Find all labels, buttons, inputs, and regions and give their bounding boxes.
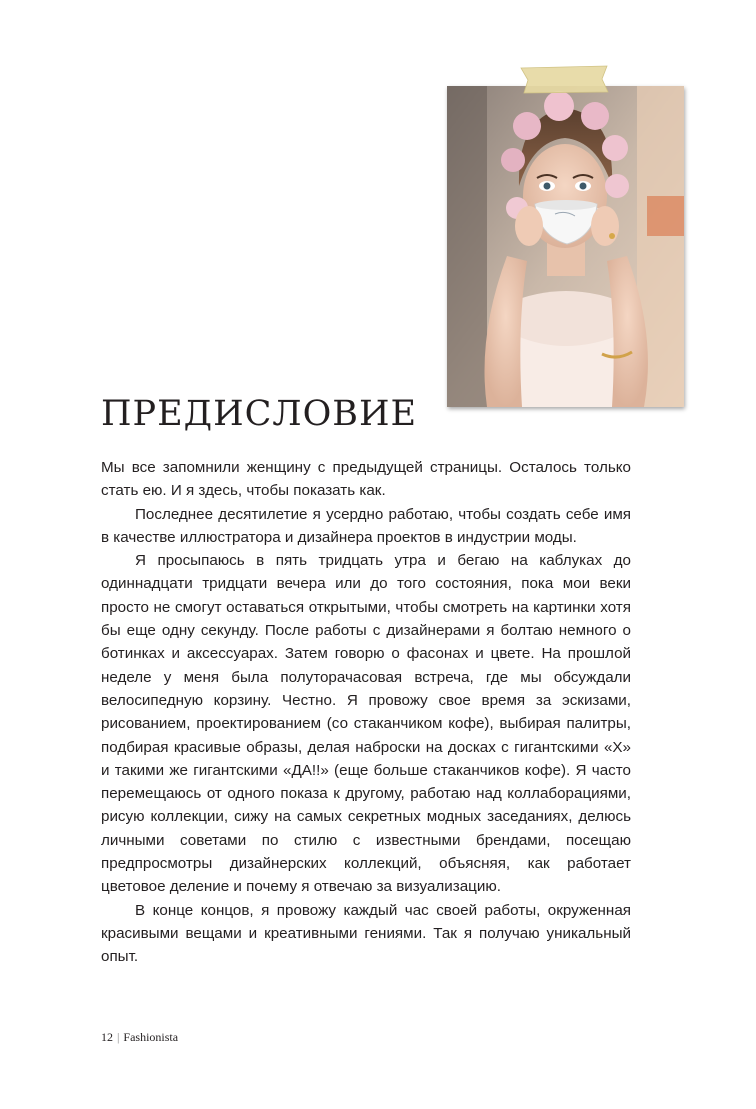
paragraph-4: В конце концов, я провожу каждый час своей работы, окруженная красивыми вещами и креативными гениями. Так я получаю уникальный опыт. <box>101 901 631 966</box>
page-footer <box>101 1030 178 1045</box>
photo-frame <box>447 86 684 407</box>
page-title: ПРЕДИСЛОВИЕ <box>101 394 418 434</box>
book-title: Fashionista <box>123 1030 179 1044</box>
woman-teacup-photo <box>447 86 684 407</box>
tape-strip <box>518 64 610 94</box>
body-text <box>101 456 631 969</box>
footer-separator: | <box>117 1030 120 1044</box>
page-number: 12 <box>101 1030 113 1044</box>
paragraph-3: Я просыпаюсь в пять тридцать утра и бегаю на каблуках до одиннадцати тридцати вечера или до того состояния, пока мои веки просто не смогут оставаться открытыми, чтобы смотреть на картинки хотя бы еще одну секунду. После работы с дизайнерами я болтаю немного о ботинках и аксессуарах. Затем говорю о фасонах и цвете. На прошлой неделе у меня была полуторачасовая встреча, где мы обсуждали велосипедную корзину. Честно. Я провожу свое время за эскизами, рисованием, проектированием (со стаканчиком кофе), выбирая палитры, подбирая красивые образы, делая наброски на досках с гигантскими «Х» и такими же гигантскими «ДА!!» (еще больше стаканчиков кофе). Я часто перемещаюсь от одного показа к другому, работаю над коллаборациями, рисую коллекции, сижу на самых секретных модных заседаниях, делюсь личными советами по стилю с известными брендами, посещаю предпросмотры дизайнерских коллекций, объясняя, как работает цветовое деление и почему я отвечаю за визуализацию. <box>101 552 631 896</box>
paragraph-1: Мы все запомнили женщину с предыдущей страницы. Осталось только стать ею. И я здесь, чтобы показать как. <box>101 459 631 500</box>
paragraph-2: Последнее десятилетие я усердно работаю, чтобы создать себе имя в качестве иллюстратора и дизайнера проектов в индустрии моды. <box>101 505 631 546</box>
